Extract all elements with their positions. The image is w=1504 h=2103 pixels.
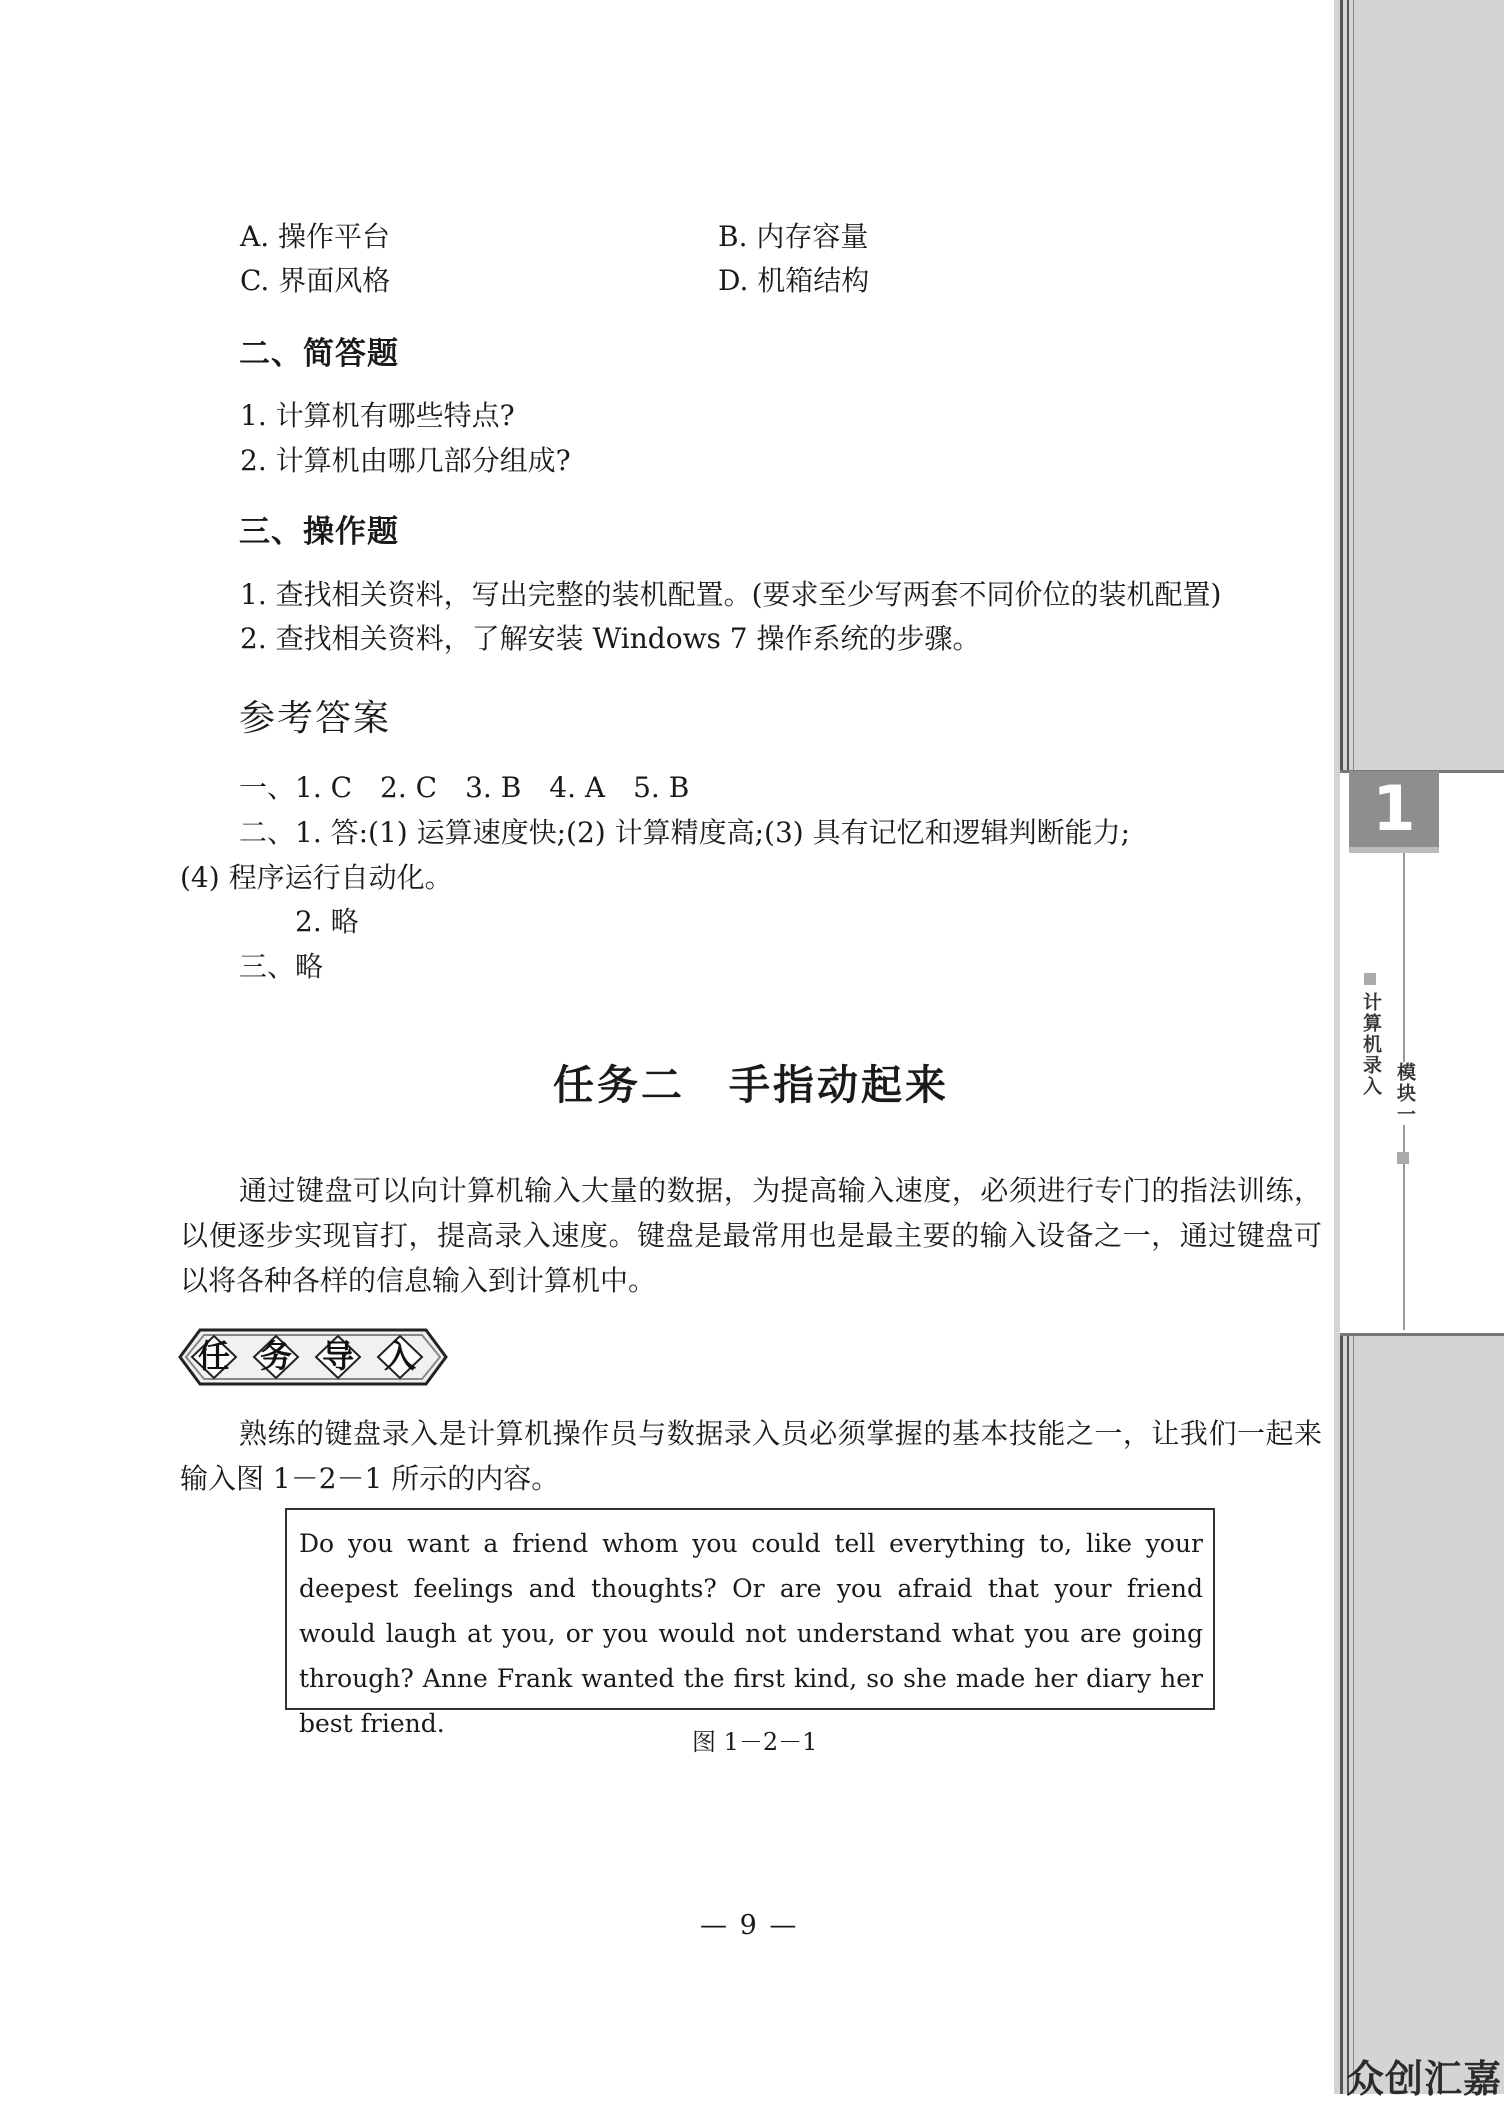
badge-char-2: 务: [259, 1337, 292, 1375]
answers-line-3: (4) 程序运行自动化。: [180, 861, 453, 894]
watermark: 众创汇嘉: [1346, 2057, 1503, 2101]
figure-caption: 图 1－2－1: [692, 1728, 818, 1756]
operation-heading: 三、操作题: [239, 514, 399, 550]
module-topic: 计算机录入: [1358, 992, 1385, 1097]
choice-c: C. 界面风格: [240, 264, 391, 297]
answers-line-1: 一、1. C 2. C 3. B 4. A 5. B: [239, 771, 690, 804]
quote-text: Do you want a friend whom you could tell everything to, like your deepest feelings and thoughts? Or are you afraid that your friend would laugh at you, or you would not understand what you are going through? Anne Frank wanted the first kind, so she made her diary her best friend.: [299, 1529, 1203, 1738]
operation-q1: 1. 查找相关资料，写出完整的装机配置。(要求至少写两套不同价位的装机配置): [240, 578, 1222, 611]
tab-square-2: [1397, 1152, 1409, 1164]
task-intro: 通过键盘可以向计算机输入大量的数据，为提高输入速度，必须进行专门的指法训练，以便逐步实现盲打，提高录入速度。键盘是最常用也是最主要的输入设备之一，通过键盘可以将各种各样的信息输入到计算机中。: [180, 1174, 1322, 1297]
choice-b: B. 内存容量: [718, 220, 869, 253]
page-number: — 9 —: [700, 1910, 799, 1941]
choice-d: D. 机箱结构: [718, 264, 870, 297]
choice-a: A. 操作平台: [240, 220, 391, 253]
answers-line-4: 2. 略: [295, 905, 359, 938]
badge-char-3: 导: [321, 1337, 354, 1375]
module-label: 模块一: [1392, 1062, 1419, 1125]
task-lead: 熟练的键盘录入是计算机操作员与数据录入员必须掌握的基本技能之一，让我们一起来输入图 1－2－1 所示的内容。: [180, 1417, 1322, 1495]
badge-char-1: 任: [197, 1337, 230, 1375]
task-title: 任务二 手指动起来: [553, 1061, 949, 1109]
module-number-bar: [1349, 847, 1439, 853]
answers-line-5: 三、略: [239, 950, 324, 983]
short-answer-q1: 1. 计算机有哪些特点?: [240, 399, 515, 432]
answers-line-2: 二、1. 答:(1) 运算速度快;(2) 计算精度高;(3) 具有记忆和逻辑判断能力;: [239, 816, 1131, 849]
tab-square-1: [1364, 973, 1376, 985]
operation-q2: 2. 查找相关资料，了解安装 Windows 7 操作系统的步骤。: [240, 622, 981, 655]
short-answer-q2: 2. 计算机由哪几部分组成?: [240, 444, 571, 477]
short-answer-heading: 二、简答题: [239, 336, 399, 372]
module-number: 1: [1349, 771, 1439, 847]
badge-char-4: 入: [383, 1337, 416, 1375]
task-intro-badge: [178, 1326, 448, 1388]
answers-heading: 参考答案: [239, 698, 392, 739]
